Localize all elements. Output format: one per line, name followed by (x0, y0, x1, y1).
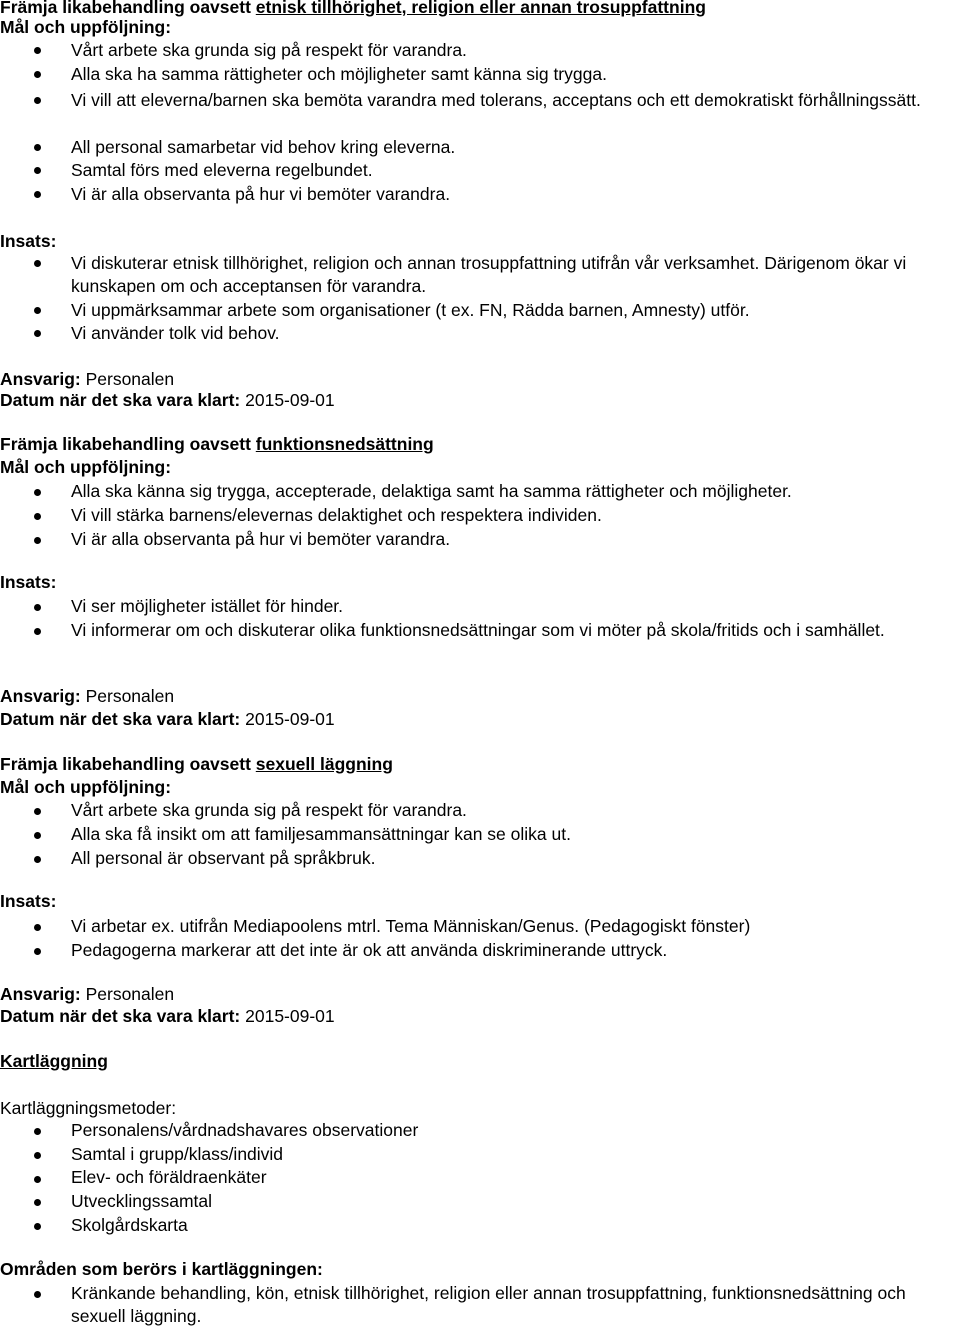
list-item: Alla ska få insikt om att familjesammansättningar kan se olika ut. (71, 824, 571, 844)
list-item: Elev- och föräldraenkäter (71, 1167, 267, 1187)
list-item: Vi diskuterar etnisk tillhörighet, religion och annan trosuppfattning utifrån vår verksamhet. Därigenom ökar vi kunskapen om och acceptansen för varandra. (71, 253, 907, 296)
bullet-icon (34, 948, 41, 955)
bullet-icon (34, 537, 41, 544)
kartlaggning-title: Kartläggning (0, 1051, 108, 1071)
insats-heading: Insats: (0, 572, 57, 592)
bullet-icon (34, 924, 41, 931)
list-item: Samtal förs med eleverna regelbundet. (71, 160, 373, 180)
bullet-icon (34, 1176, 41, 1183)
list-item: Vi informerar om och diskuterar olika funktionsnedsättningar som vi möter på skola/fritids och i samhället. (71, 620, 885, 640)
bullet-icon (34, 1291, 41, 1298)
section-title-sexuell-laggning: Främja likabehandling oavsett sexuell läggning (0, 754, 393, 774)
list-item: Vårt arbete ska grunda sig på respekt för varandra. (71, 40, 467, 60)
mal-heading: Mål och uppföljning: (0, 777, 172, 797)
list-item: Vi arbetar ex. utifrån Mediapoolens mtrl. Tema Människan/Genus. (Pedagogiskt fönster) (71, 916, 751, 936)
bullet-icon (34, 1128, 41, 1135)
list-item: Alla ska känna sig trygga, accepterade, delaktiga samt ha samma rättigheter och möjligheter. (71, 481, 792, 501)
bullet-icon (34, 167, 41, 174)
bullet-icon (34, 1223, 41, 1230)
bullet-icon (34, 604, 41, 611)
omraden-heading: Områden som berörs i kartläggningen: (0, 1259, 323, 1279)
datum-line: Datum när det ska vara klart: 2015-09-01 (0, 390, 335, 410)
bullet-icon (34, 144, 41, 151)
list-item: Vi vill stärka barnens/elevernas delaktighet och respektera individen. (71, 505, 602, 525)
list-item: Personalens/vårdnadshavares observationer (71, 1120, 419, 1140)
list-item: All personal samarbetar vid behov kring eleverna. (71, 137, 456, 157)
list-item: Vi vill att eleverna/barnen ska bemöta varandra med tolerans, acceptans och ett demokratiskt förhållningssätt. (71, 90, 921, 110)
bullet-icon (34, 307, 41, 314)
ansvarig-line: Ansvarig: Personalen (0, 686, 175, 706)
bullet-icon (34, 191, 41, 198)
section-title-funktionsnedsattning: Främja likabehandling oavsett funktionsnedsättning (0, 434, 434, 454)
list-item: Skolgårdskarta (71, 1215, 188, 1235)
insats-heading: Insats: (0, 231, 57, 251)
list-item: Utvecklingssamtal (71, 1191, 213, 1211)
list-item: Vi använder tolk vid behov. (71, 323, 280, 343)
bullet-icon (34, 832, 41, 839)
kartlaggningsmetoder-label: Kartläggningsmetoder: (0, 1098, 177, 1118)
bullet-icon (34, 513, 41, 520)
bullet-icon (34, 1199, 41, 1206)
list-item: Pedagogerna markerar att det inte är ok att använda diskriminerande uttryck. (71, 940, 668, 960)
bullet-icon (34, 97, 41, 104)
bullet-icon (34, 260, 41, 267)
list-item: Vårt arbete ska grunda sig på respekt för varandra. (71, 800, 467, 820)
list-item: Vi är alla observanta på hur vi bemöter varandra. (71, 184, 451, 204)
bullet-icon (34, 330, 41, 337)
bullet-icon (34, 489, 41, 496)
bullet-icon (34, 628, 41, 635)
list-item: Alla ska ha samma rättigheter och möjligheter samt känna sig trygga. (71, 64, 607, 84)
list-item: Vi ser möjligheter istället för hinder. (71, 596, 344, 616)
ansvarig-line: Ansvarig: Personalen (0, 984, 175, 1004)
bullet-icon (34, 1152, 41, 1159)
list-item: Kränkande behandling, kön, etnisk tillhörighet, religion eller annan trosuppfattning, funktionsnedsättning och sexuell läggning. (71, 1283, 906, 1326)
datum-line: Datum när det ska vara klart: 2015-09-01 (0, 1006, 335, 1026)
bullet-icon (34, 71, 41, 78)
datum-line: Datum när det ska vara klart: 2015-09-01 (0, 709, 335, 729)
section-title-etnisk: Främja likabehandling oavsett etnisk tillhörighet, religion eller annan trosuppfattning (0, 0, 706, 17)
insats-heading: Insats: (0, 891, 57, 911)
mal-heading: Mål och uppföljning: (0, 17, 172, 37)
mal-heading: Mål och uppföljning: (0, 457, 172, 477)
list-item: Vi är alla observanta på hur vi bemöter varandra. (71, 529, 451, 549)
bullet-icon (34, 808, 41, 815)
bullet-icon (34, 47, 41, 54)
list-item: Samtal i grupp/klass/individ (71, 1144, 284, 1164)
bullet-icon (34, 856, 41, 863)
list-item: Vi uppmärksammar arbete som organisationer (t ex. FN, Rädda barnen, Amnesty) utför. (71, 300, 750, 320)
list-item: All personal är observant på språkbruk. (71, 848, 376, 868)
ansvarig-line: Ansvarig: Personalen (0, 369, 175, 389)
